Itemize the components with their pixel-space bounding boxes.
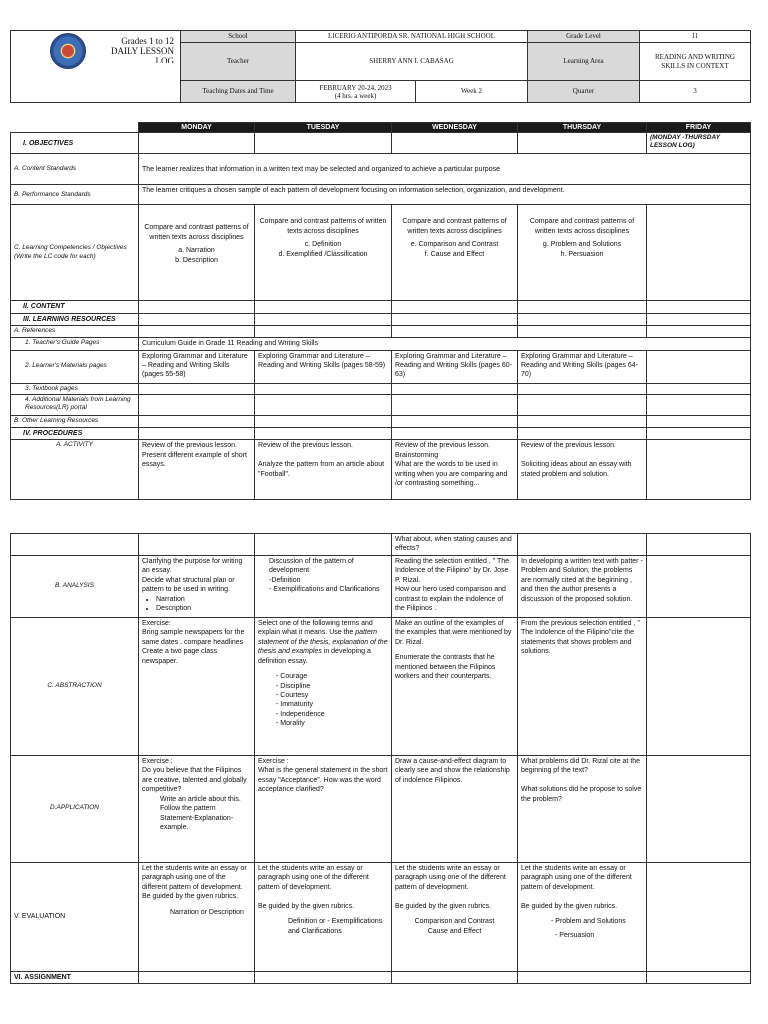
analysis-monday [139, 555, 255, 617]
abstraction-wednesday-text-1: Make an outline of the examples of the examples that were mentioned by Dr. Rizal. [395, 619, 512, 646]
activity-monday: Review of the previous lesson. Present different example of short essays. [139, 440, 255, 500]
abstraction-tuesday [255, 617, 392, 755]
content-label: II. CONTENT [11, 301, 139, 313]
application-wednesday: Draw a cause-and-effect diagram to clearly see and show the relationship of indolence Filipinos. [392, 755, 518, 862]
evaluation-wednesday-text: Let the students write an essay or paragraph using one of the different pattern of development. Be guided by the given rubrics. [395, 864, 506, 910]
lc-tuesday-text: Compare and contrast patterns of written texts across disciplines [259, 218, 387, 235]
evaluation-tuesday-text: Let the students write an essay or paragraph using one of the different pattern of development. Be guided by the given rubrics. [258, 864, 369, 910]
abstraction-wednesday [392, 617, 518, 755]
lc-wednesday [392, 205, 518, 301]
lesson-table-1 [10, 122, 751, 500]
application-monday-text: Exercise : Do you believe that the Filipinos are creative, talented and globally competitive? [142, 757, 247, 794]
evaluation-thursday-item-1: - Problem and Solutions [551, 918, 626, 926]
lc-wednesday-text: Compare and contrast patterns of written texts across disciplines [402, 218, 507, 235]
application-monday-item: Write an article about this. Follow the pattern Statement-Explanation-example. [160, 795, 241, 831]
learning-resources-label: III. LEARNING RESOURCES [11, 313, 139, 325]
quarter-value: 3 [640, 81, 751, 103]
day-header-tuesday: TUESDAY [255, 123, 392, 133]
teachers-guide-value: Curriculum Guide in Grade 11 Reading and Writing Skills [139, 338, 751, 350]
analysis-wednesday: Reading the selection entitled , " The Indolence of the Filipino" by Dr. Jose P. Rizal. How our hero used comparison and contrast to explain the indolence of the Filipinos . [392, 555, 518, 617]
grades-label: Grades 1 to 12 [121, 36, 174, 46]
analysis-thursday: In developing a written text with patter -Problem and Solution, the problems are normally cited at the beginning , and then the author presents a discussion of the proposed solution. [518, 555, 647, 617]
grade-level-value: 11 [640, 31, 751, 43]
abstraction-tuesday-italic: pattern statement of the thesis, explanation of the thesis and examples [258, 629, 388, 656]
learners-materials-label: 2. Learner's Materials pages [11, 350, 139, 383]
abstraction-wednesday-text-2: Enumerate the contrasts that he mentioned between the Filipinos workers and their counterparts. [395, 654, 496, 681]
abstraction-tuesday-item: - Discipline [276, 682, 311, 690]
references-label: A. References [11, 326, 139, 338]
abstraction-tuesday-item: - Independence [276, 710, 325, 718]
evaluation-thursday-item-2: - Persuasion [555, 931, 595, 939]
activity-thursday: Review of the previous lesson. Soliciting ideas about an essay with stated problem and solution. [518, 440, 647, 500]
evaluation-tuesday-item: Definition or - Exemplifications and Clarifications [288, 918, 383, 935]
abstraction-tuesday-text-end: in developing a definition essay. [258, 648, 371, 665]
textbook-pages-label: 3. Textbook pages [11, 383, 139, 395]
lc-thursday [518, 205, 647, 301]
header-table [10, 30, 751, 103]
abstraction-tuesday-item: - Immaturity [276, 701, 313, 709]
content-standards-value: The learner realizes that information in a written text may be selected and organized to achieve a particular purpose [139, 154, 751, 185]
evaluation-wednesday [392, 862, 518, 971]
teacher-value: SHERRY ANN I. CABASAG [296, 43, 528, 81]
learning-area-value: READING AND WRITING SKILLS IN CONTEXT [640, 43, 751, 81]
lc-wednesday-e: e. Comparison and Contrast [410, 241, 499, 249]
additional-materials-label: 4. Additional Materials from Learning Resources(LR) portal [11, 395, 139, 416]
content-standards-label: A. Content Standards [11, 154, 139, 185]
objectives-label: I. OBJECTIVES [11, 133, 139, 154]
other-resources-label: B. Other Learning Resources [11, 416, 139, 428]
lc-wednesday-f: f. Cause and Effect [424, 250, 485, 258]
evaluation-monday [139, 862, 255, 971]
performance-standards-value: The learner critiques a chosen sample of each pattern of development focusing on information selection, organization, and development. [139, 185, 751, 205]
abstraction-monday: Exercise: Bring sample newspapers for the same dates . compare headlines Create a two page class newspaper. [139, 617, 255, 755]
activity-wednesday: Review of the previous lesson. Brainstorming What are the words to be used in writing when you are comparing and /or contrasting something... [392, 440, 518, 500]
school-value: LICERIO ANTIPORDA SR. NATIONAL HIGH SCHOOL [296, 31, 528, 43]
day-header-monday: MONDAY [139, 123, 255, 133]
title-cut-text: LOG [155, 56, 174, 63]
abstraction-tuesday-list [258, 672, 388, 729]
procedures-label: IV. PROCEDURES [11, 428, 139, 440]
analysis-tuesday: Discussion of the pattern of development -Definition - Exemplifications and Clarifications [255, 555, 392, 617]
activity-label: A. ACTIVITY [11, 440, 139, 500]
analysis-label: B. ANALYSIS [11, 555, 139, 617]
lc-monday [139, 205, 255, 301]
friday-note: (MONDAY -THURSDAY LESSON LOG) [647, 133, 751, 154]
week-value: Week 2 [416, 81, 528, 103]
abstraction-label: C. ABSTRACTION [11, 617, 139, 755]
daily-lesson-log-title: DAILY LESSON [110, 45, 174, 56]
application-thursday: What problems did Dr. Rizal cite at the beginning pf the text? What solutions did he propose to solve the problem? [518, 755, 647, 862]
evaluation-thursday-text: Let the students write an essay or paragraph using one of the different pattern of development. Be guided by the given rubrics. [521, 864, 632, 910]
application-tuesday: Exercise : What is the general statement in the short essay "Acceptance". How was the word acceptance clarified? [255, 755, 392, 862]
lm-wednesday: Exploring Grammar and Literature – Reading and Writing Skills (pages 60-63) [392, 350, 518, 383]
evaluation-monday-item: Narration or Description [170, 908, 244, 916]
assignment-label: VI. ASSIGNMENT [11, 971, 139, 983]
analysis-monday-text: Clarifying the purpose for writing an essay. Decide what structural plan or pattern to be used in writing. [142, 557, 243, 594]
evaluation-thursday [518, 862, 647, 971]
learning-competencies-label: C. Learning Competencies / Objectives (Write the LC code for each) [11, 205, 139, 301]
continued-wednesday: What about, when stating causes and effects? [392, 534, 518, 556]
teachers-guide-label: 1. Teacher's Guide Pages [11, 338, 139, 350]
day-header-thursday: THURSDAY [518, 123, 647, 133]
lm-tuesday: Exploring Grammar and Literature – Reading and Writing Skills (pages 58-59) [255, 350, 392, 383]
abstraction-tuesday-item: - Courtesy [276, 691, 309, 699]
application-monday [139, 755, 255, 862]
abstraction-tuesday-item: - Morality [276, 720, 305, 728]
day-header-friday: FRIDAY [647, 123, 751, 133]
learning-area-label: Learning Area [528, 43, 640, 81]
lc-monday-text: Compare and contrast patterns of written texts across disciplines [144, 224, 249, 241]
day-header-wednesday: WEDNESDAY [392, 123, 518, 133]
grade-level-label: Grade Level [528, 31, 640, 43]
quarter-label: Quarter [528, 81, 640, 103]
evaluation-wednesday-item-2: Cause and Effect [427, 927, 482, 935]
analysis-monday-item: • Description [156, 604, 251, 613]
teaching-dates-value: FEBRUARY 20-24, 2023 (4 hrs. a week) [296, 81, 416, 103]
lc-thursday-text: Compare and contrast patterns of written texts across disciplines [529, 218, 635, 235]
school-label: School [181, 31, 296, 43]
evaluation-wednesday-item-1: Comparison and Contrast [414, 918, 495, 926]
header-title-cell [11, 31, 181, 103]
lm-monday: Exploring Grammar and Literature – Reading and Writing Skills (pages 55-58) [139, 350, 255, 383]
performance-standards-label: B. Performance Standards [11, 185, 139, 205]
lc-tuesday-c: c. Definition [304, 241, 342, 249]
lc-tuesday-d: d. Exemplified /Classification [278, 250, 368, 258]
teaching-dates-label: Teaching Dates and Time [181, 81, 296, 103]
abstraction-thursday: From the previous selection entitled , " The Indolence of the Filipino"cite the statements that shows problem and solutions. [518, 617, 647, 755]
application-label: D.APPLICATION [11, 755, 139, 862]
abstraction-tuesday-text: Select one of the following terms and explain what it means. Use the [258, 619, 373, 637]
activity-tuesday: Review of the previous lesson. Analyze the pattern from an article about "Football". [255, 440, 392, 500]
lc-thursday-h: h. Persuasion [560, 250, 604, 258]
lc-monday-a: a. Narration [178, 247, 215, 255]
analysis-monday-item: • Narration [156, 595, 251, 604]
evaluation-label: V. EVALUATION [11, 862, 139, 971]
abstraction-tuesday-item: - Courage [276, 673, 308, 681]
lc-thursday-g: g. Problem and Solutions [542, 241, 622, 249]
lesson-table-2 [10, 533, 751, 984]
lm-thursday: Exploring Grammar and Literature – Reading and Writing Skills (pages 64-70) [518, 350, 647, 383]
evaluation-tuesday [255, 862, 392, 971]
evaluation-monday-text: Let the students write an essay or paragraph using one of the different pattern of development. Be guided by the given rubrics. [142, 864, 247, 901]
lc-monday-b: b. Description [175, 256, 218, 264]
teacher-label: Teacher [181, 43, 296, 81]
lc-tuesday [255, 205, 392, 301]
